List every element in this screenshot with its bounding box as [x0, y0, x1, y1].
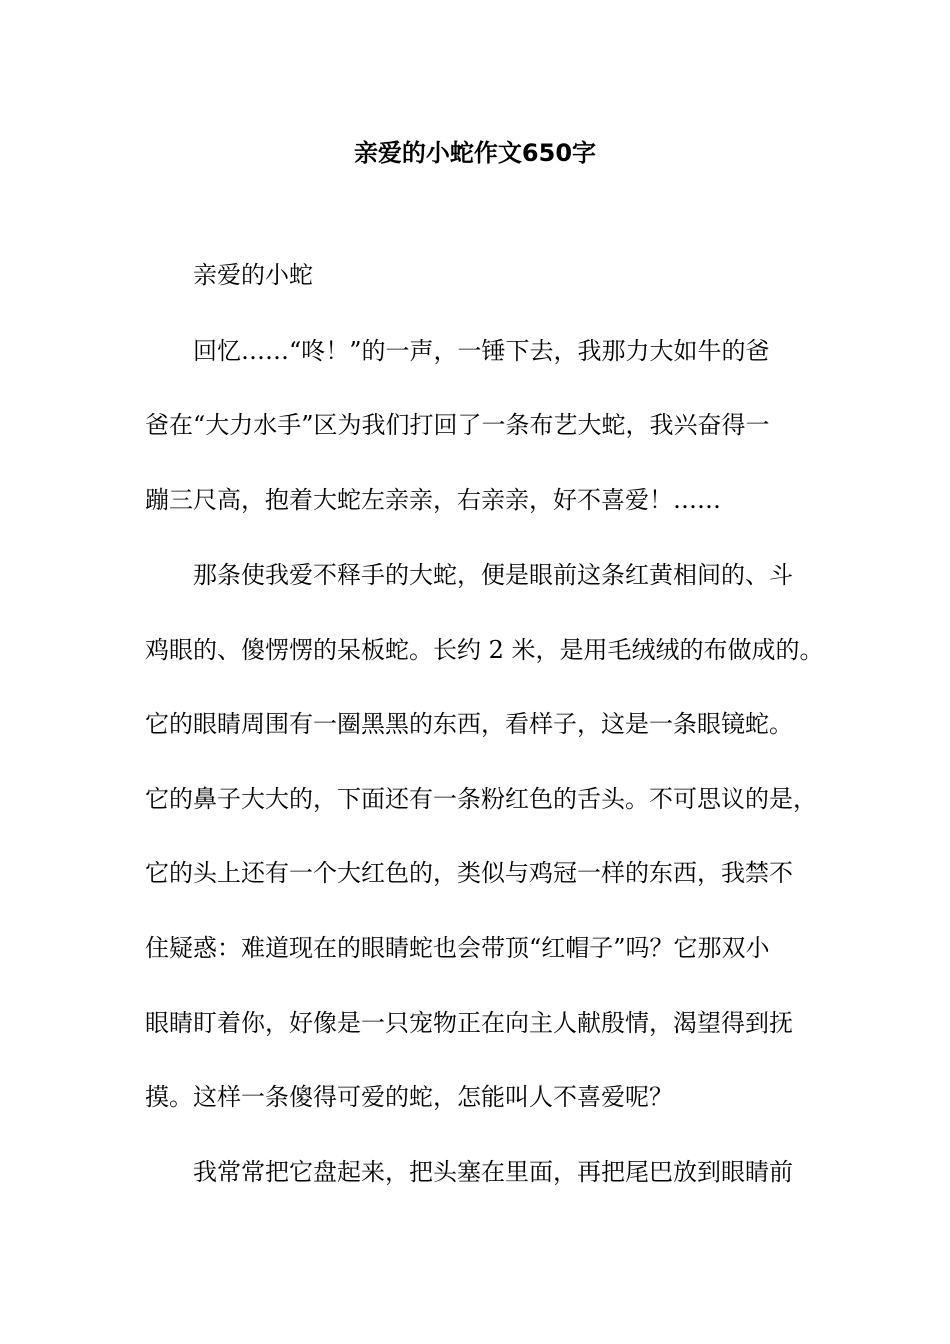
body-line: 它的鼻子大大的，下面还有一条粉红色的舌头。不可思议的是， — [145, 785, 817, 813]
body-line: 住疑惑：难道现在的眼睛蛇也会带顶“红帽子”吗？它那双小 — [145, 934, 770, 962]
body-line: 它的头上还有一个大红色的，类似与鸡冠一样的东西，我禁不 — [145, 859, 793, 887]
body-line: 它的眼睛周围有一圈黑黑的东西，看样子，这是一条眼镜蛇。 — [145, 710, 793, 738]
body-line: 蹦三尺高，抱着大蛇左亲亲，右亲亲，好不喜爱！…… — [145, 486, 721, 514]
body-line: 眼睛盯着你，好像是一只宠物正在向主人献殷情，渴望得到抚 — [145, 1009, 793, 1037]
body-line: 我常常把它盘起来，把头塞在里面，再把尾巴放到眼睛前 — [193, 1158, 793, 1186]
body-line: 回忆……“咚！”的一声，一锤下去，我那力大如牛的爸 — [193, 337, 770, 365]
subtitle-line: 亲爱的小蛇 — [193, 261, 313, 289]
body-line: 鸡眼的、傻愣愣的呆板蛇。长约 2 米，是用毛绒绒的布做成的。 — [145, 636, 824, 664]
body-line: 爸在“大力水手”区为我们打回了一条布艺大蛇，我兴奋得一 — [145, 411, 770, 439]
body-line: 那条使我爱不释手的大蛇，便是眼前这条红黄相间的、斗 — [193, 561, 793, 589]
document-title: 亲爱的小蛇作文650字 — [353, 139, 597, 167]
body-line: 摸。这样一条傻得可爱的蛇，怎能叫人不喜爱呢？ — [145, 1083, 673, 1111]
